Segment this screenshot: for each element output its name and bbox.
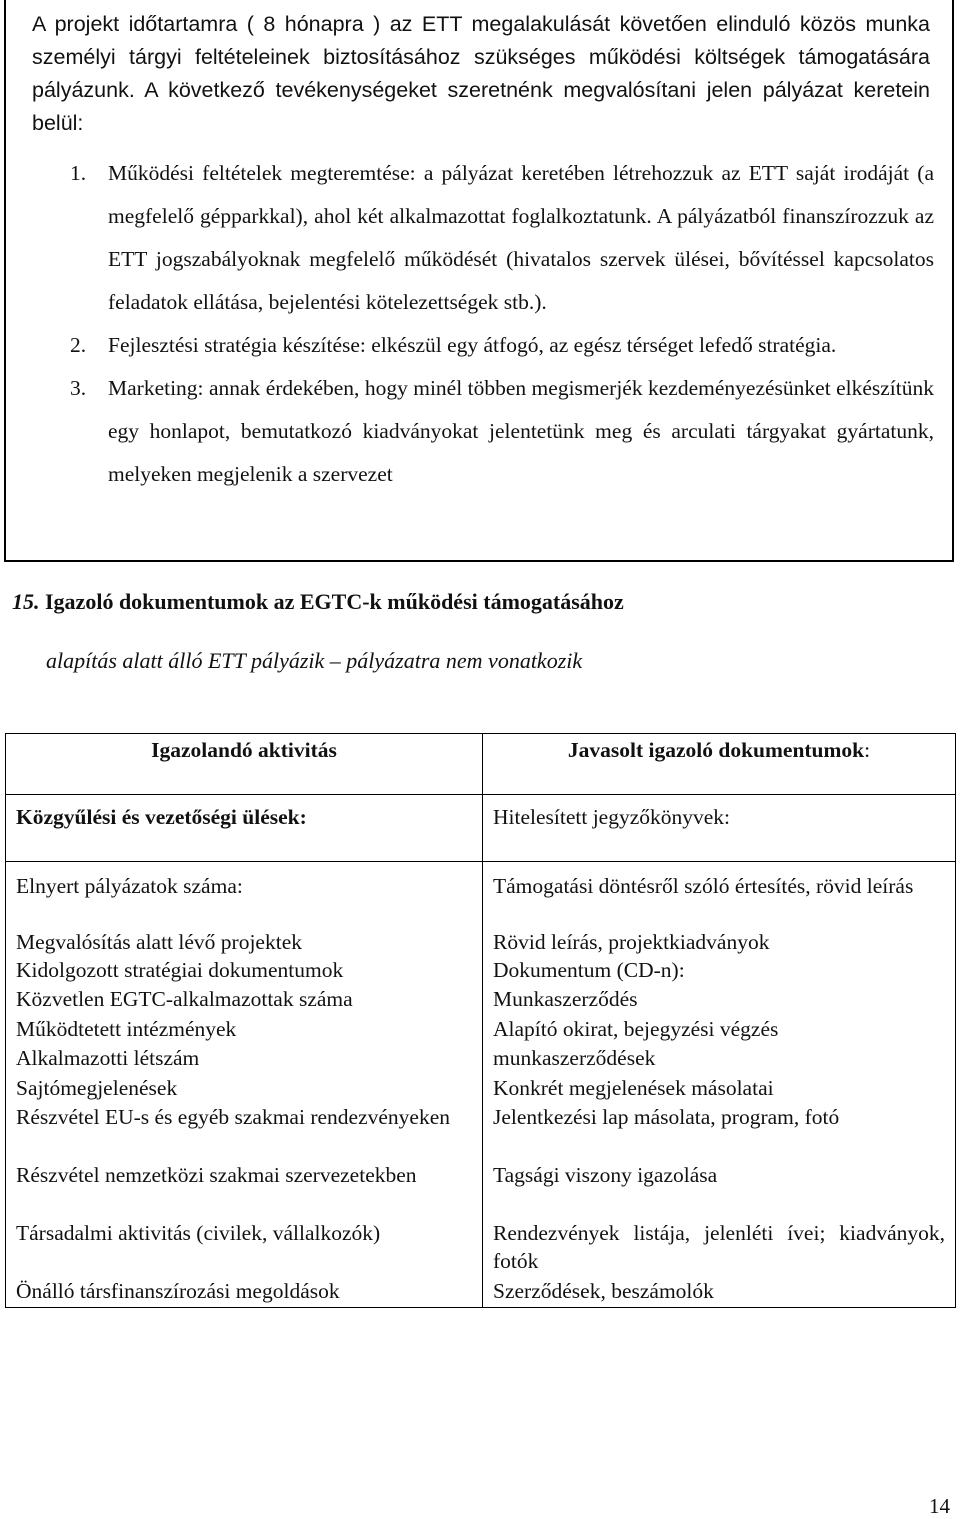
document-item: munkaszerződések — [493, 1046, 656, 1070]
activity-item: Önálló társfinanszírozási megoldások — [16, 1279, 340, 1303]
list-item — [6, 152, 952, 324]
list-item-text: Fejlesztési stratégia készítése: elkészül egy átfogó, az egész térséget lefedő stratégia. — [108, 333, 837, 357]
document-item: Konkrét megjelenések másolatai — [493, 1076, 774, 1100]
table-row — [6, 862, 956, 1308]
document-item: Tagsági viszony igazolása — [493, 1163, 718, 1187]
page-number: 14 — [929, 1494, 950, 1518]
activity-item: Alkalmazotti létszám — [16, 1046, 200, 1070]
list-item-text: Működési feltételek megteremtése: a pályázat keretében létrehozzuk az ETT saját irodáját (a megfelelő gépparkkal), ahol két alkalmazottat foglalkoztatunk. A pályázatból finanszírozzuk az ETT jogszabályoknak megfelelő működését (hivatalos szervek ülései, bővítéssel kapcsolatos feladatok ellátása, bejelentési kötelezettségek stb.). — [108, 161, 934, 314]
activity-list — [6, 152, 952, 496]
activity-item: Társadalmi aktivitás (civilek, vállalkozók) — [16, 1221, 381, 1245]
header-documents-label: Javasolt igazoló dokumentumok — [567, 738, 865, 762]
section-title: Igazoló dokumentumok az EGTC-k működési támogatásához — [45, 589, 624, 614]
list-item-number: 3. — [70, 376, 87, 400]
activity-item: Sajtómegjelenések — [16, 1076, 178, 1100]
table-row — [6, 795, 956, 862]
activity-item: Részvétel EU-s és egyéb szakmai rendezvényeken — [16, 1105, 450, 1129]
activity-item: Részvétel nemzetközi szakmai szervezetekben — [16, 1163, 417, 1187]
activity-item: Közvetlen EGTC-alkalmazottak száma — [16, 987, 353, 1011]
list-item-text: Marketing: annak érdekében, hogy minél többen megismerjék kezdeményezésünket elkészítünk egy honlapot, bemutatkozó kiadványokat jelentetünk meg és arculati tárgyakat gyártatunk, melyeken megjelenik a szervezet — [108, 376, 934, 486]
list-item — [6, 367, 952, 496]
section-heading — [12, 589, 624, 615]
document-item: Dokumentum (CD-n): — [493, 958, 685, 982]
header-documents — [483, 734, 956, 795]
header-colon: : — [864, 738, 871, 762]
activity-item: Kidolgozott stratégiai dokumentumok — [16, 958, 344, 982]
table-cell: Hitelesített jegyzőkönyvek: — [483, 795, 956, 862]
documents-column — [483, 862, 956, 1308]
document-item: Rendezvények listája, jelenléti ívei; kiadványok, fotók — [493, 1221, 945, 1273]
table-header-row — [6, 734, 956, 795]
document-item: Rövid leírás, projektkiadványok — [493, 930, 770, 954]
list-item-number: 1. — [70, 161, 87, 185]
table-cell: Közgyűlési és vezetőségi ülések: — [6, 795, 483, 862]
section-number: 15. — [12, 589, 40, 614]
project-description-box — [4, 0, 954, 562]
list-item-number: 2. — [70, 333, 87, 357]
document-item: Szerződések, beszámolók — [493, 1279, 714, 1303]
section-subtitle: alapítás alatt álló ETT pályázik – pályázatra nem vonatkozik — [46, 648, 583, 673]
activity-item: Elnyert pályázatok száma: — [16, 874, 243, 898]
header-activity: Igazolandó aktivitás — [6, 734, 483, 795]
activity-column — [6, 862, 483, 1308]
document-item: Támogatási döntésről szóló értesítés, rövid leírás — [493, 874, 914, 898]
activity-item: Megvalósítás alatt lévő projektek — [16, 930, 302, 954]
verification-table — [5, 733, 956, 1308]
document-item: Jelentkezési lap másolata, program, fotó — [493, 1105, 840, 1129]
document-item: Alapító okirat, bejegyzési végzés — [493, 1017, 779, 1041]
document-item: Munkaszerződés — [493, 987, 638, 1011]
list-item — [6, 324, 952, 367]
intro-paragraph: A projekt időtartamra ( 8 hónapra ) az ETT megalakulását követően elinduló közös munka személyi tárgyi feltételeinek biztosításához szükséges működési költségek támogatására pályázunk. A következő tevékenységeket szeretnénk megvalósítani jelen pályázat keretein belül: — [32, 12, 930, 135]
activity-item: Működtetett intézmények — [16, 1017, 237, 1041]
